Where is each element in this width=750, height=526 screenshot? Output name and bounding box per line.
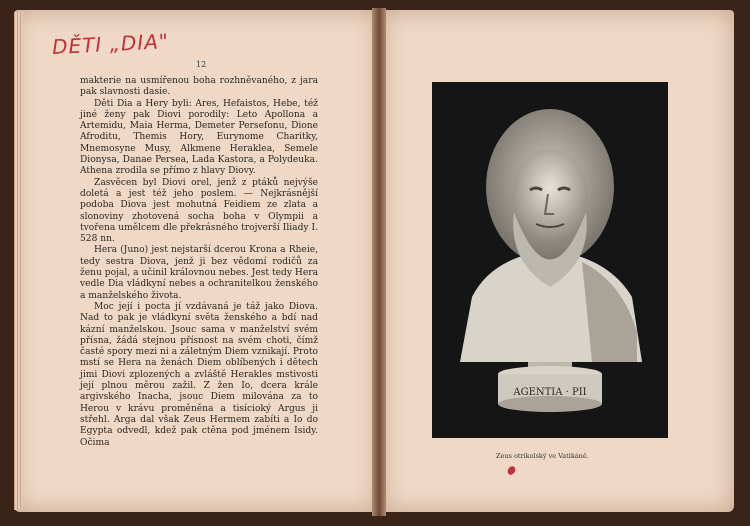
paragraph: Moc její i pocta jí vzdávaná je táž jako Diova. Nad to pak je vládkyní světa ženského a bdí nad kázní manželskou. Jsouc sama v manželství svém přísna, žádá stejnou přísnost na svém choti, čímž časté spory mezi ni a záletným Diem vznikají. Proto mstí se Hera na ženách Diem oblíbených i dětech jimi Diovi zplozených a zvláště Herakles mstivosti její plnou měrou zažil. Z žen Io, dcera krále argivského Inacha, jsouc Diem milována za to Herou v krávu proměněna a tisícioký Argus ji střehl. Arga dal však Zeus Hermem zabíti a Io do Egypta odvedl, kdež pak ctěna pod jménem Isidy. Očima: [80, 301, 318, 448]
photo-caption: Zeus otrikolský ve Vatikáně.: [496, 452, 589, 460]
bust-inscription: AGENTIA · PII: [513, 387, 587, 398]
paragraph: Děti Dia a Hery byli: Ares, Hefaistos, Hebe, též jiné ženy pak Diovi porodily: Leto Apollona a Artemidu, Maia Herma, Demeter Persefonu, Dione Afroditu, Themis Hory, Eurynome Charitky, Mnemosyne Musy, Alkmene Heraklea, Semele Dionysa, Danae Persea, Lada Kastora, a Polydeuka. Athena zrodila se přímo z hlavy Diovy.: [80, 98, 318, 177]
book-gutter: [372, 8, 386, 516]
body-text: [80, 76, 318, 449]
handwritten-annotation: DĚTI „DIA": [51, 28, 170, 60]
bust-illustration: [432, 82, 668, 438]
paragraph: Hera (Juno) jest nejstarší dcerou Krona a Rheie, tedy sestra Diova, jenž ji bez vědomí rodičů za ženu pojal, a učinil královnou nebes. Jest tedy Hera vedle Dia vládkyní nebes a ochranitelkou ženského a manželského života.: [80, 245, 318, 301]
paragraph: Zasvěcen byl Diovi orel, jenž z ptáků nejvýše doletá a jest též jeho poslem. — Nejkrásnější podoba Diova jest mohutná Feidiem ze zlata a slonoviny zhotovená socha boha v Olympii a tvořena umělcem dle překrásného trojverší Iliady I. 528 nn.: [80, 177, 318, 245]
page-edges: [14, 12, 22, 510]
paragraph: makterie na usmířenou boha rozhněvaného, z jara pak slavnosti dasie.: [80, 76, 318, 98]
zeus-bust-photo: [432, 82, 668, 438]
page-number: 12: [196, 60, 207, 69]
